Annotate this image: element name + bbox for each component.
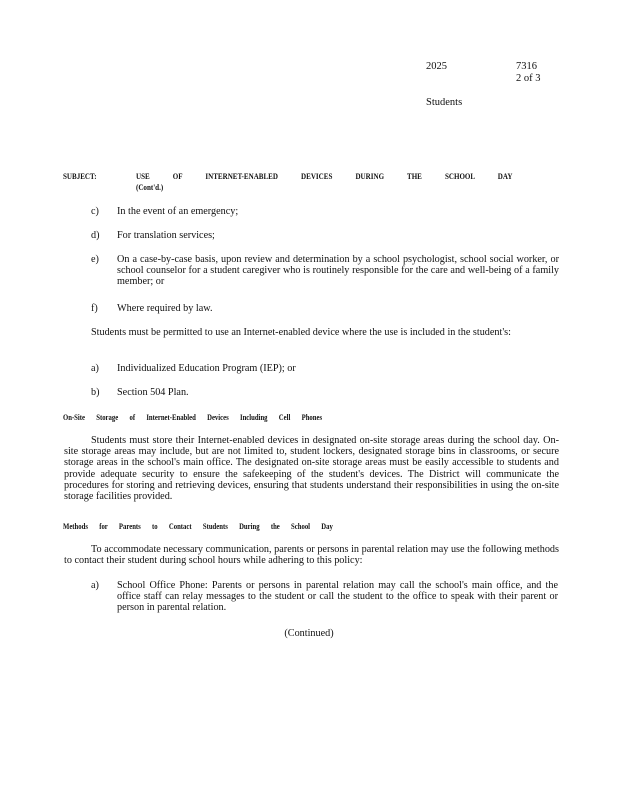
list-marker: a): [91, 363, 99, 374]
continued-footer: (Continued): [284, 628, 334, 639]
storage-paragraph: Students must store their Internet-enabled devices in designated on-site storage areas during the school day. On-site storage areas may include, but are not limited to, student lockers, designated storage bins in classrooms, or secure storage areas in the school's main office. The designated on-site storage areas must be easily accessible to students and provide adequate security to ensure the safekeeping of the student's devices. The District will communicate the procedures for storing and retrieving devices, ensuring that students understand their responsibilities in using the on-site storage facilities provided.: [64, 435, 559, 503]
list-marker: e): [91, 254, 99, 265]
storage-heading: On-Site Storage of Internet-Enabled Devices Including Cell Phones: [63, 413, 323, 422]
list-item: Individualized Education Program (IEP); or: [117, 363, 296, 374]
list-item: In the event of an emergency;: [117, 206, 239, 217]
list-item: Where required by law.: [117, 303, 213, 314]
policy-number: 7316: [516, 61, 537, 72]
section-name: Students: [426, 97, 463, 108]
list-marker: b): [91, 387, 100, 398]
iep-paragraph: Students must be permitted to use an Internet-enabled device where the use is included in the student's:: [91, 327, 511, 338]
subject-continued: (Cont'd.): [136, 182, 164, 192]
list-item: Section 504 Plan.: [117, 387, 189, 398]
list-marker: f): [91, 303, 98, 314]
list-marker: a): [91, 580, 99, 591]
subject-title: USE OF INTERNET-ENABLED DEVICES DURING THE SCHOOL DAY: [136, 171, 513, 181]
subject-label: SUBJECT:: [63, 171, 97, 181]
list-item: On a case-by-case basis, upon review and determination by a school psychologist, school social worker, or school counselor for a student caregiver who is routinely responsible for the care and well-being of a family member; or: [117, 254, 559, 288]
policy-year: 2025: [426, 61, 447, 72]
list-item: School Office Phone: Parents or persons in parental relation may call the school's main office, and the office staff can relay messages to the student or call the student to the office to speak with their parent or person in parental relation.: [117, 580, 558, 614]
page-indicator: 2 of 3: [516, 73, 541, 84]
methods-heading: Methods for Parents to Contact Students During the School Day: [63, 522, 333, 531]
list-marker: c): [91, 206, 99, 217]
methods-paragraph: To accommodate necessary communication, parents or persons in parental relation may use the following methods to contact their student during school hours while adhering to this policy:: [64, 544, 559, 567]
list-item: For translation services;: [117, 230, 215, 241]
list-marker: d): [91, 230, 100, 241]
